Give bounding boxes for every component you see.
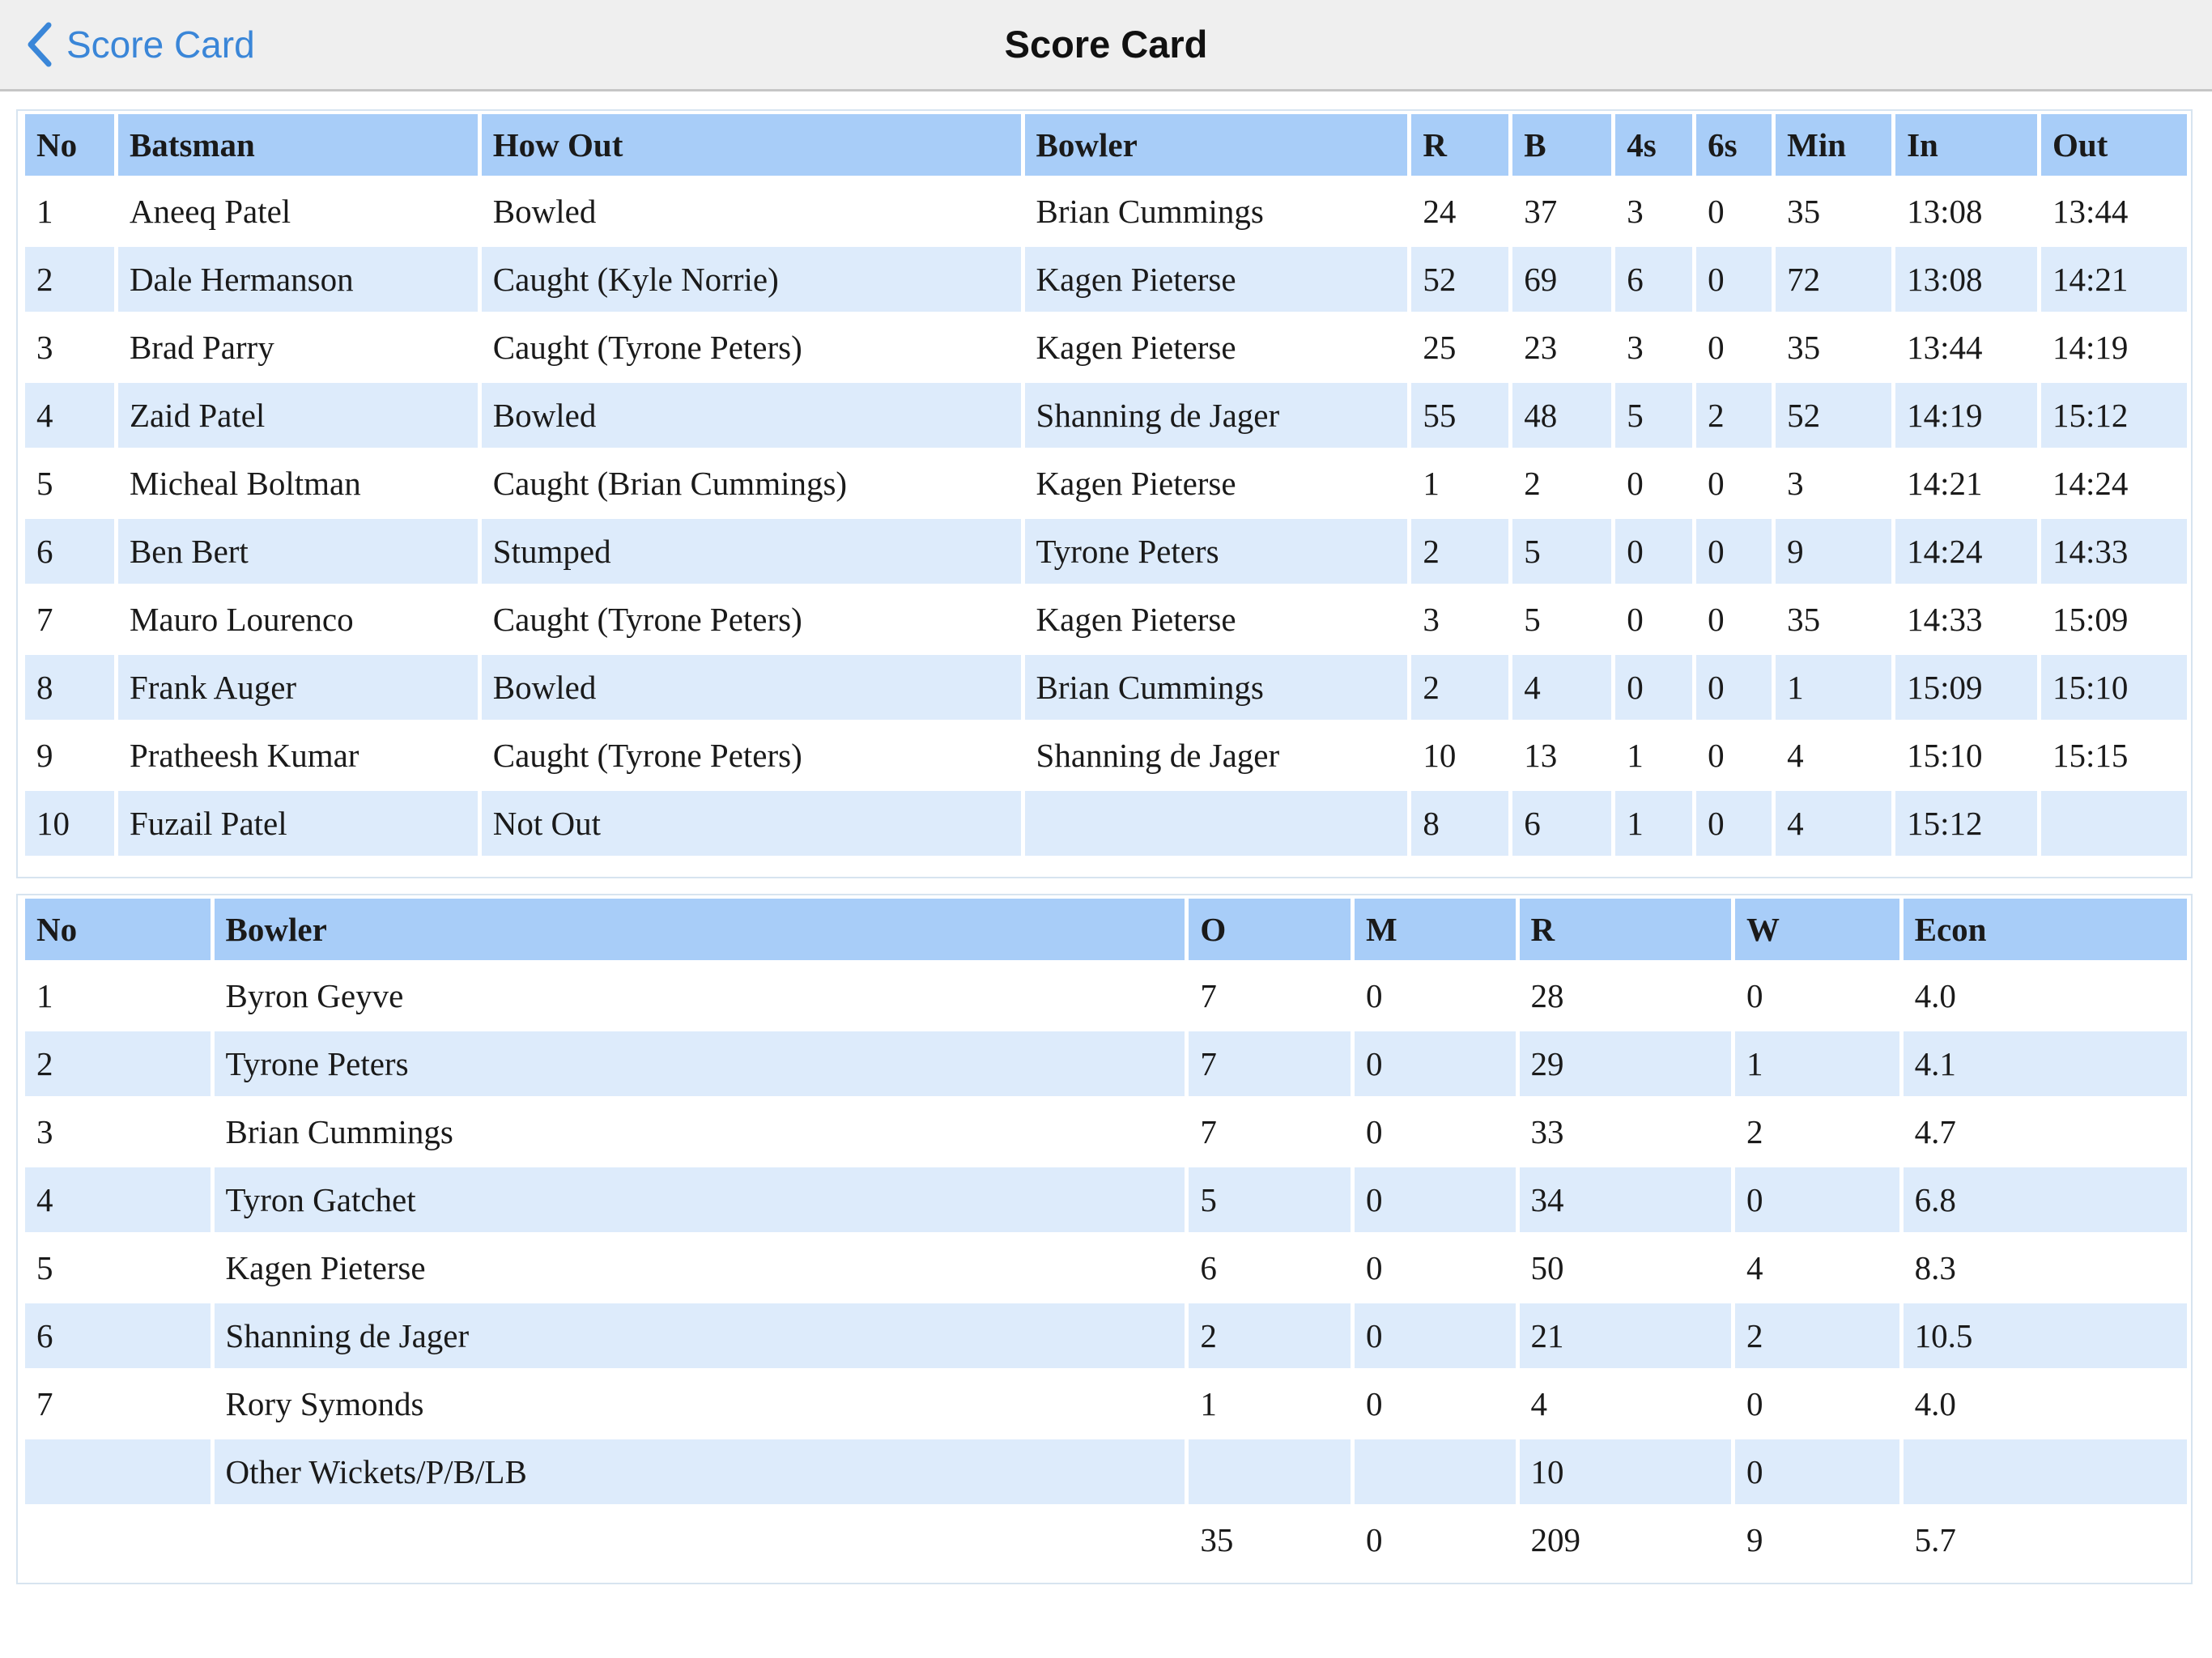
bowling-cell-o: 1 (1189, 1371, 1351, 1436)
bowling-cell-econ: 4.0 (1904, 963, 2187, 1028)
batting-cell-in: 13:44 (1895, 315, 2037, 380)
batting-header-4s: 4s (1615, 114, 1692, 176)
batting-cell-4s: 0 (1615, 655, 1692, 720)
bowling-row (25, 1031, 2187, 1096)
bowling-header-w: W (1735, 899, 1899, 960)
bowling-cell-econ: 6.8 (1904, 1167, 2187, 1232)
bowling-total-no (25, 1507, 211, 1572)
batting-cell-no: 5 (25, 451, 114, 516)
bowling-row (25, 963, 2187, 1028)
bowling-cell-w: 1 (1735, 1031, 1899, 1096)
batting-header-min: Min (1776, 114, 1891, 176)
batting-cell-how-out: Caught (Tyrone Peters) (482, 723, 1021, 788)
bowling-cell-o (1189, 1439, 1351, 1504)
bowling-cell-no: 3 (25, 1099, 211, 1164)
bowling-cell-no: 2 (25, 1031, 211, 1096)
batting-header-no: No (25, 114, 114, 176)
batting-cell-how-out: Caught (Brian Cummings) (482, 451, 1021, 516)
bowling-row (25, 1099, 2187, 1164)
bowling-cell-bowler: Kagen Pieterse (215, 1235, 1185, 1300)
batting-row (25, 179, 2187, 244)
batting-cell-out: 15:12 (2041, 383, 2187, 448)
bowling-cell-no: 7 (25, 1371, 211, 1436)
bowling-header-econ: Econ (1904, 899, 2187, 960)
batting-cell-bowler: Kagen Pieterse (1025, 451, 1408, 516)
bowling-cell-o: 5 (1189, 1167, 1351, 1232)
bowling-cell-r: 28 (1520, 963, 1731, 1028)
bowling-cell-m: 0 (1355, 1303, 1516, 1368)
batting-cell-out (2041, 791, 2187, 856)
bowling-cell-bowler: Shanning de Jager (215, 1303, 1185, 1368)
batting-header-bowler: Bowler (1025, 114, 1408, 176)
batting-cell-out: 14:19 (2041, 315, 2187, 380)
batting-cell-no: 9 (25, 723, 114, 788)
bowling-total-econ: 5.7 (1904, 1507, 2187, 1572)
bowling-cell-w: 0 (1735, 1167, 1899, 1232)
batting-cell-no: 10 (25, 791, 114, 856)
batting-cell-how-out: Caught (Kyle Norrie) (482, 247, 1021, 312)
batting-header-in: In (1895, 114, 2037, 176)
bowling-cell-m: 0 (1355, 963, 1516, 1028)
batting-row (25, 247, 2187, 312)
bowling-cell-w: 4 (1735, 1235, 1899, 1300)
batting-cell-min: 4 (1776, 723, 1891, 788)
batting-cell-r: 8 (1411, 791, 1508, 856)
batting-row (25, 791, 2187, 856)
batting-cell-4s: 1 (1615, 723, 1692, 788)
batting-header-row (25, 114, 2187, 176)
batting-cell-bowler (1025, 791, 1408, 856)
bowling-cell-w: 2 (1735, 1099, 1899, 1164)
batting-cell-r: 55 (1411, 383, 1508, 448)
batting-cell-how-out: Bowled (482, 655, 1021, 720)
batting-header-how-out: How Out (482, 114, 1021, 176)
bowling-cell-no: 6 (25, 1303, 211, 1368)
bowling-cell-w: 0 (1735, 1439, 1899, 1504)
bowling-cell-r: 50 (1520, 1235, 1731, 1300)
batting-cell-out: 15:10 (2041, 655, 2187, 720)
batting-cell-in: 15:10 (1895, 723, 2037, 788)
batting-header-b: B (1512, 114, 1611, 176)
bowling-cell-w: 0 (1735, 963, 1899, 1028)
batting-cell-b: 69 (1512, 247, 1611, 312)
batting-cell-b: 6 (1512, 791, 1611, 856)
batting-cell-b: 5 (1512, 519, 1611, 584)
batting-cell-batsman: Pratheesh Kumar (118, 723, 478, 788)
bowling-cell-m: 0 (1355, 1099, 1516, 1164)
batting-cell-bowler: Shanning de Jager (1025, 723, 1408, 788)
bowling-table (21, 895, 2191, 1575)
batting-cell-in: 14:21 (1895, 451, 2037, 516)
bowling-cell-no: 4 (25, 1167, 211, 1232)
batting-row (25, 723, 2187, 788)
batting-cell-b: 37 (1512, 179, 1611, 244)
batting-cell-min: 9 (1776, 519, 1891, 584)
batting-cell-no: 4 (25, 383, 114, 448)
batting-cell-b: 4 (1512, 655, 1611, 720)
batting-cell-6s: 0 (1696, 247, 1772, 312)
batting-cell-r: 1 (1411, 451, 1508, 516)
batting-row (25, 383, 2187, 448)
batting-cell-out: 14:21 (2041, 247, 2187, 312)
bowling-cell-w: 0 (1735, 1371, 1899, 1436)
batting-cell-4s: 6 (1615, 247, 1692, 312)
batting-cell-out: 15:09 (2041, 587, 2187, 652)
batting-cell-out: 14:33 (2041, 519, 2187, 584)
batting-panel (16, 109, 2193, 878)
bowling-cell-r: 34 (1520, 1167, 1731, 1232)
bowling-cell-econ: 4.1 (1904, 1031, 2187, 1096)
batting-cell-b: 5 (1512, 587, 1611, 652)
batting-cell-min: 72 (1776, 247, 1891, 312)
bowling-cell-o: 7 (1189, 1031, 1351, 1096)
batting-cell-r: 2 (1411, 519, 1508, 584)
batting-cell-min: 35 (1776, 587, 1891, 652)
batting-row (25, 587, 2187, 652)
bowling-cell-r: 21 (1520, 1303, 1731, 1368)
batting-table (21, 111, 2191, 859)
batting-cell-bowler: Shanning de Jager (1025, 383, 1408, 448)
batting-cell-how-out: Caught (Tyrone Peters) (482, 587, 1021, 652)
batting-cell-6s: 0 (1696, 587, 1772, 652)
batting-cell-how-out: Bowled (482, 383, 1021, 448)
bowling-cell-bowler: Rory Symonds (215, 1371, 1185, 1436)
bowling-cell-m: 0 (1355, 1031, 1516, 1096)
batting-cell-in: 14:33 (1895, 587, 2037, 652)
batting-cell-6s: 0 (1696, 791, 1772, 856)
bowling-cell-bowler: Tyrone Peters (215, 1031, 1185, 1096)
bowling-row (25, 1371, 2187, 1436)
bowling-cell-m (1355, 1439, 1516, 1504)
batting-cell-how-out: Caught (Tyrone Peters) (482, 315, 1021, 380)
batting-cell-batsman: Brad Parry (118, 315, 478, 380)
bowling-row (25, 1235, 2187, 1300)
bowling-cell-econ: 10.5 (1904, 1303, 2187, 1368)
batting-cell-b: 48 (1512, 383, 1611, 448)
bowling-cell-econ: 4.7 (1904, 1099, 2187, 1164)
batting-cell-no: 6 (25, 519, 114, 584)
batting-cell-b: 23 (1512, 315, 1611, 380)
batting-cell-6s: 0 (1696, 655, 1772, 720)
bowling-row (25, 1303, 2187, 1368)
batting-row (25, 519, 2187, 584)
page-title: Score Card (1004, 23, 1208, 66)
bowling-row (25, 1439, 2187, 1504)
bowling-cell-econ (1904, 1439, 2187, 1504)
bowling-cell-no: 5 (25, 1235, 211, 1300)
bowling-header-bowler: Bowler (215, 899, 1185, 960)
bowling-cell-o: 2 (1189, 1303, 1351, 1368)
batting-cell-bowler: Brian Cummings (1025, 179, 1408, 244)
batting-cell-4s: 3 (1615, 315, 1692, 380)
batting-cell-batsman: Aneeq Patel (118, 179, 478, 244)
batting-cell-no: 8 (25, 655, 114, 720)
bowling-cell-r: 33 (1520, 1099, 1731, 1164)
batting-cell-min: 35 (1776, 315, 1891, 380)
batting-cell-6s: 0 (1696, 519, 1772, 584)
batting-cell-4s: 1 (1615, 791, 1692, 856)
batting-cell-in: 13:08 (1895, 179, 2037, 244)
batting-cell-batsman: Frank Auger (118, 655, 478, 720)
batting-cell-r: 52 (1411, 247, 1508, 312)
batting-cell-min: 1 (1776, 655, 1891, 720)
back-button-label: Score Card (66, 23, 255, 66)
bowling-cell-o: 7 (1189, 1099, 1351, 1164)
batting-cell-4s: 0 (1615, 451, 1692, 516)
bowling-cell-bowler: Byron Geyve (215, 963, 1185, 1028)
batting-cell-how-out: Stumped (482, 519, 1021, 584)
batting-cell-batsman: Dale Hermanson (118, 247, 478, 312)
batting-cell-out: 14:24 (2041, 451, 2187, 516)
batting-cell-bowler: Kagen Pieterse (1025, 247, 1408, 312)
batting-cell-in: 15:09 (1895, 655, 2037, 720)
batting-cell-batsman: Zaid Patel (118, 383, 478, 448)
batting-cell-4s: 0 (1615, 519, 1692, 584)
bowling-cell-r: 29 (1520, 1031, 1731, 1096)
bowling-cell-m: 0 (1355, 1371, 1516, 1436)
batting-cell-min: 35 (1776, 179, 1891, 244)
batting-cell-4s: 3 (1615, 179, 1692, 244)
batting-row (25, 451, 2187, 516)
batting-cell-batsman: Mauro Lourenco (118, 587, 478, 652)
batting-cell-r: 10 (1411, 723, 1508, 788)
bowling-cell-o: 6 (1189, 1235, 1351, 1300)
bowling-cell-no (25, 1439, 211, 1504)
batting-cell-r: 2 (1411, 655, 1508, 720)
batting-cell-bowler: Tyrone Peters (1025, 519, 1408, 584)
bowling-cell-bowler: Other Wickets/P/B/LB (215, 1439, 1185, 1504)
batting-cell-in: 14:24 (1895, 519, 2037, 584)
bowling-header-m: M (1355, 899, 1516, 960)
batting-cell-how-out: Bowled (482, 179, 1021, 244)
batting-cell-bowler: Brian Cummings (1025, 655, 1408, 720)
batting-cell-6s: 2 (1696, 383, 1772, 448)
bowling-total-m: 0 (1355, 1507, 1516, 1572)
batting-cell-no: 1 (25, 179, 114, 244)
bowling-cell-o: 7 (1189, 963, 1351, 1028)
bowling-cell-m: 0 (1355, 1167, 1516, 1232)
batting-cell-6s: 0 (1696, 315, 1772, 380)
batting-cell-6s: 0 (1696, 451, 1772, 516)
batting-cell-6s: 0 (1696, 179, 1772, 244)
batting-cell-batsman: Ben Bert (118, 519, 478, 584)
bowling-header-r: R (1520, 899, 1731, 960)
batting-row (25, 655, 2187, 720)
bowling-cell-bowler: Tyron Gatchet (215, 1167, 1185, 1232)
bowling-total-o: 35 (1189, 1507, 1351, 1572)
bowling-header-o: O (1189, 899, 1351, 960)
batting-cell-batsman: Micheal Boltman (118, 451, 478, 516)
bowling-row (25, 1167, 2187, 1232)
batting-cell-in: 15:12 (1895, 791, 2037, 856)
batting-cell-bowler: Kagen Pieterse (1025, 315, 1408, 380)
navigation-bar (0, 0, 2212, 91)
batting-cell-in: 14:19 (1895, 383, 2037, 448)
batting-cell-how-out: Not Out (482, 791, 1021, 856)
batting-cell-no: 3 (25, 315, 114, 380)
batting-cell-6s: 0 (1696, 723, 1772, 788)
bowling-cell-m: 0 (1355, 1235, 1516, 1300)
bowling-cell-w: 2 (1735, 1303, 1899, 1368)
batting-cell-min: 3 (1776, 451, 1891, 516)
batting-cell-b: 2 (1512, 451, 1611, 516)
bowling-cell-r: 4 (1520, 1371, 1731, 1436)
bowling-cell-econ: 8.3 (1904, 1235, 2187, 1300)
bowling-total-w: 9 (1735, 1507, 1899, 1572)
batting-cell-r: 25 (1411, 315, 1508, 380)
batting-cell-no: 2 (25, 247, 114, 312)
batting-header-out: Out (2041, 114, 2187, 176)
bowling-totals-row (25, 1507, 2187, 1572)
batting-cell-4s: 0 (1615, 587, 1692, 652)
bowling-cell-no: 1 (25, 963, 211, 1028)
bowling-cell-econ: 4.0 (1904, 1371, 2187, 1436)
batting-cell-no: 7 (25, 587, 114, 652)
bowling-cell-bowler: Brian Cummings (215, 1099, 1185, 1164)
batting-cell-bowler: Kagen Pieterse (1025, 587, 1408, 652)
batting-header-batsman: Batsman (118, 114, 478, 176)
bowling-total-r: 209 (1520, 1507, 1731, 1572)
batting-cell-batsman: Fuzail Patel (118, 791, 478, 856)
bowling-panel (16, 894, 2193, 1584)
batting-cell-out: 13:44 (2041, 179, 2187, 244)
batting-cell-4s: 5 (1615, 383, 1692, 448)
batting-cell-out: 15:15 (2041, 723, 2187, 788)
bowling-total-bowler (215, 1507, 1185, 1572)
batting-cell-min: 4 (1776, 791, 1891, 856)
bowling-header-no: No (25, 899, 211, 960)
batting-header-6s: 6s (1696, 114, 1772, 176)
batting-header-r: R (1411, 114, 1508, 176)
batting-cell-in: 13:08 (1895, 247, 2037, 312)
batting-row (25, 315, 2187, 380)
bowling-header-row (25, 899, 2187, 960)
bowling-cell-r: 10 (1520, 1439, 1731, 1504)
batting-cell-min: 52 (1776, 383, 1891, 448)
batting-cell-r: 24 (1411, 179, 1508, 244)
batting-cell-r: 3 (1411, 587, 1508, 652)
batting-cell-b: 13 (1512, 723, 1611, 788)
